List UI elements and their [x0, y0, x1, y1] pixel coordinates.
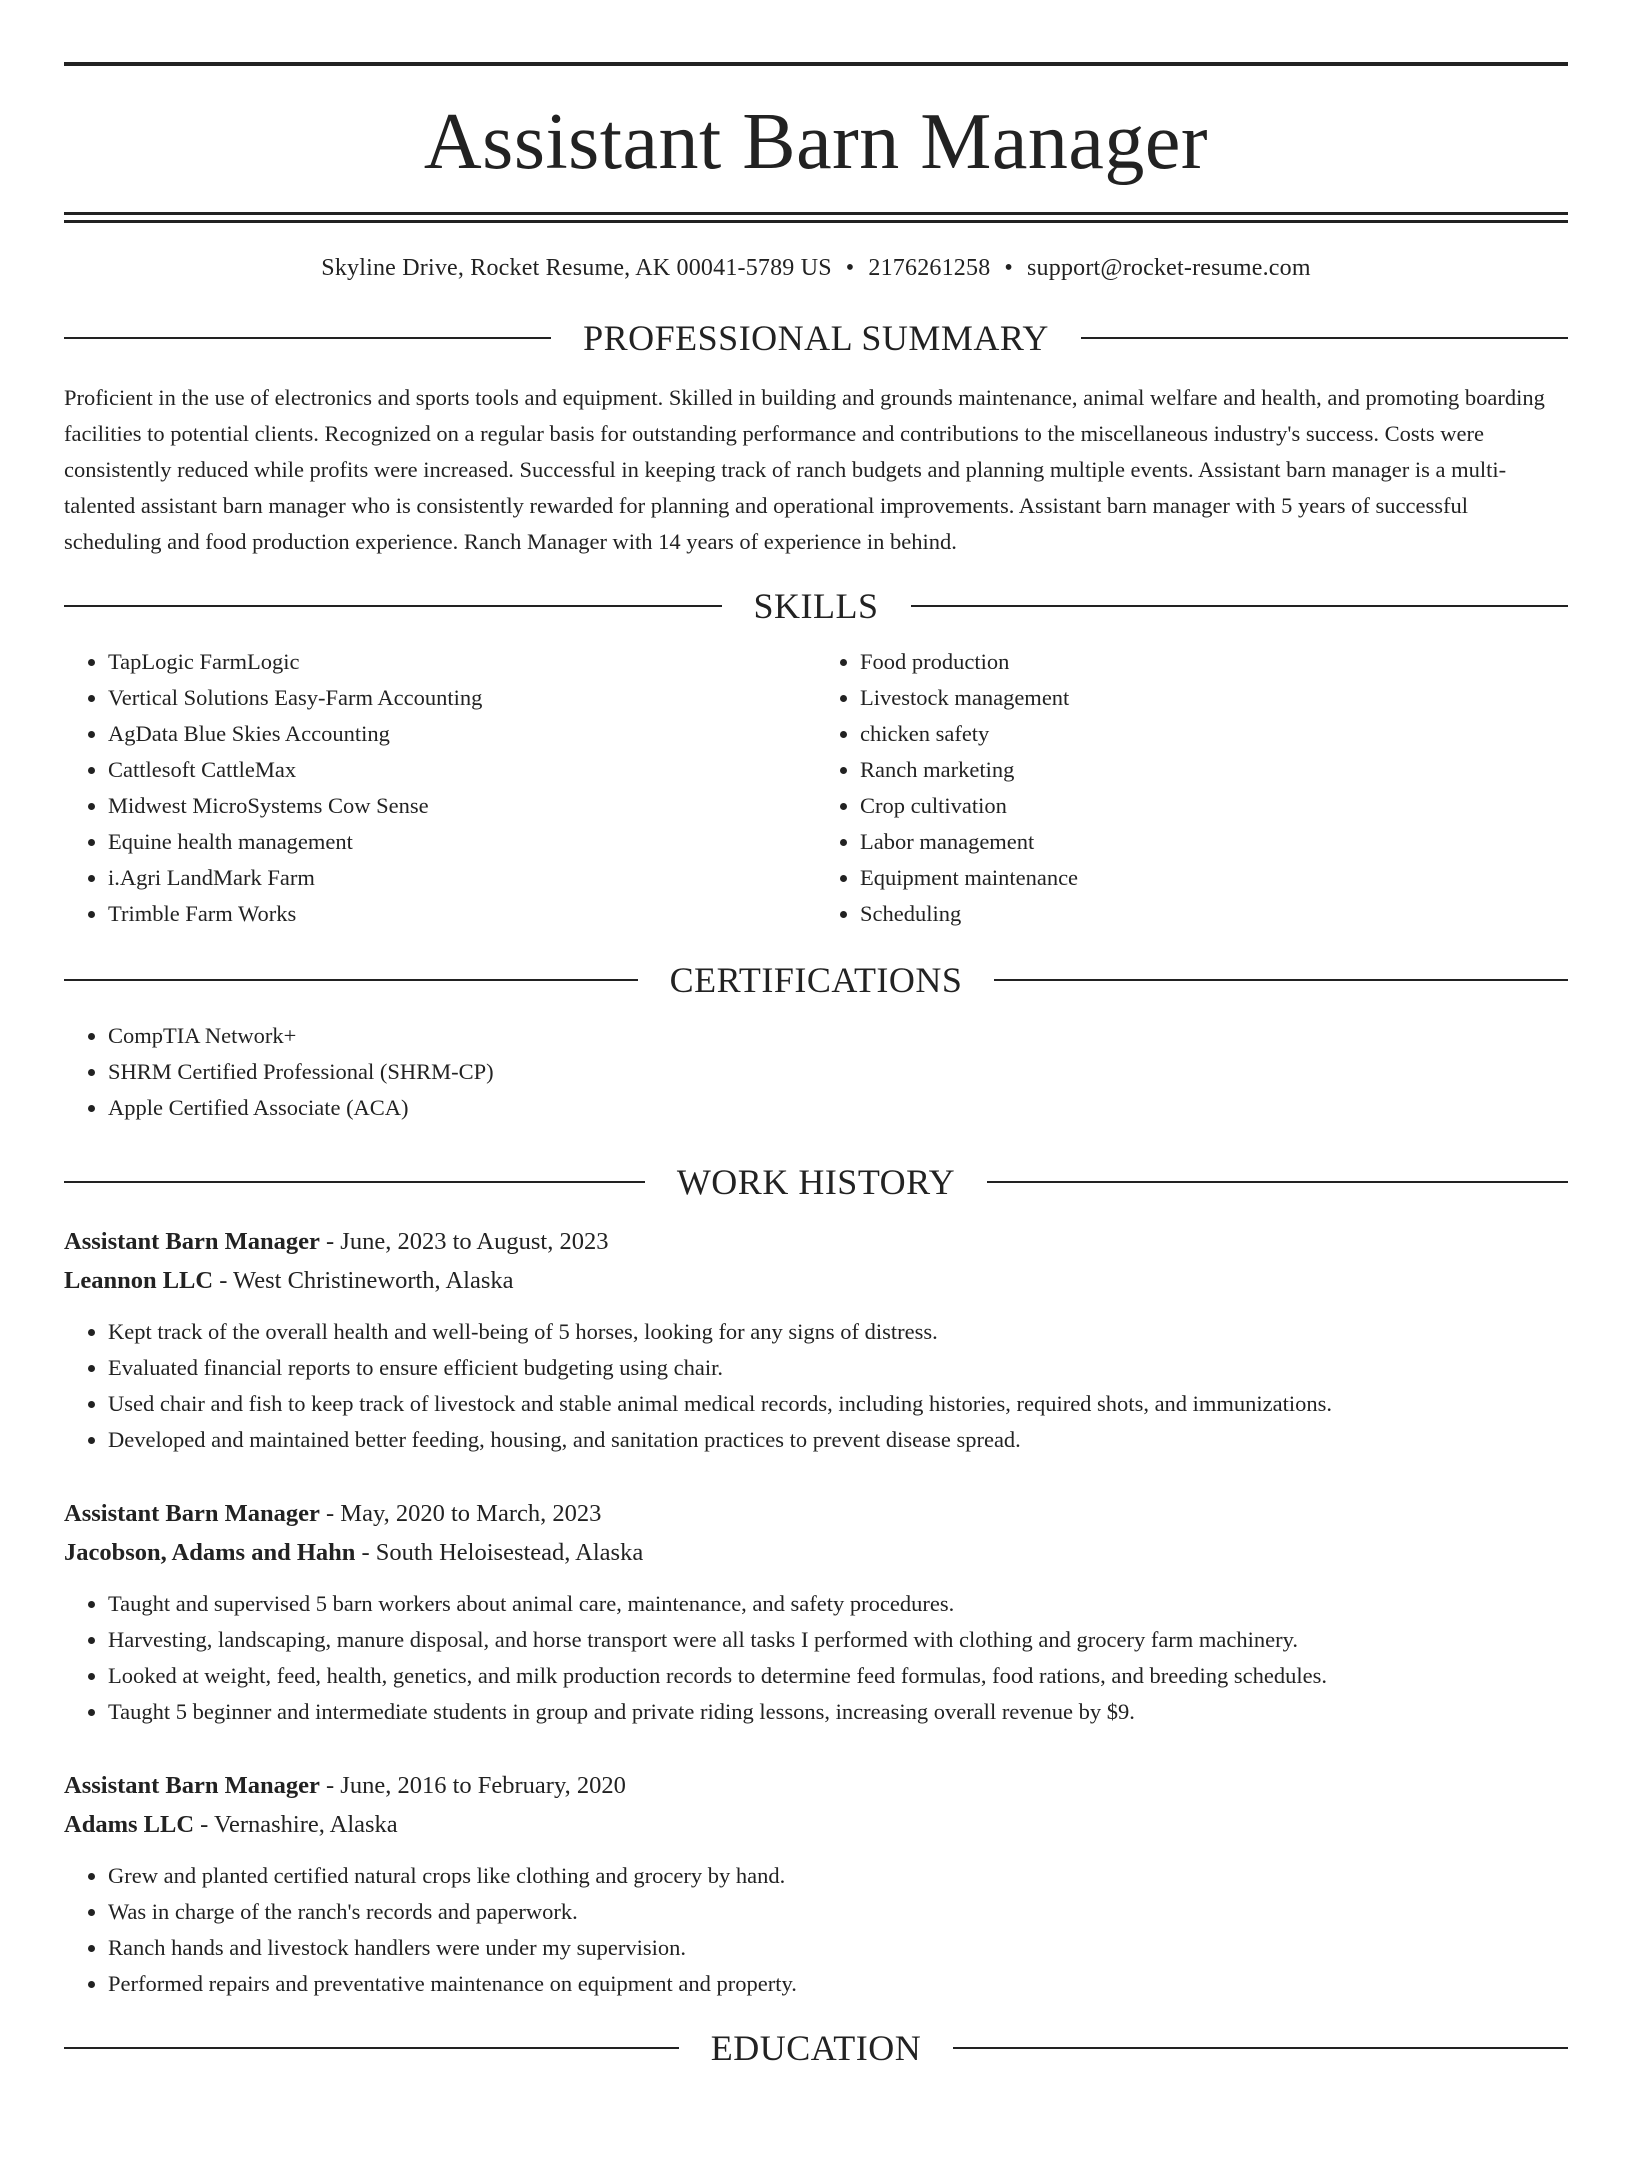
job-location: - West Christineworth, Alaska [213, 1267, 514, 1294]
job-company: Adams LLC [64, 1811, 195, 1838]
section-divider [953, 2047, 1568, 2049]
job-title: Assistant Barn Manager [64, 1500, 320, 1527]
contact-address: Skyline Drive, Rocket Resume, AK 00041-5789 US [321, 255, 832, 281]
resume-page [0, 62, 1632, 2174]
section-title: PROFESSIONAL SUMMARY [583, 318, 1049, 358]
section-heading-summary [64, 320, 1568, 356]
job-entry [64, 1222, 1568, 1458]
skill-item: • Equipment maintenance [860, 860, 1568, 896]
job-company: Leannon LLC [64, 1267, 214, 1294]
skill-item: • Equine health management [108, 824, 816, 860]
job-bullets [64, 1314, 1568, 1458]
header-top-rule [64, 62, 1568, 66]
job-bullet: • Looked at weight, feed, health, genetics, and milk production records to determine feed formulas, food rations, and breeding schedules. [108, 1658, 1568, 1694]
contact-separator: • [1004, 255, 1014, 281]
section-title: SKILLS [753, 586, 879, 626]
job-bullet: • Grew and planted certified natural crops like clothing and grocery by hand. [108, 1858, 1568, 1894]
job-bullets [64, 1586, 1568, 1730]
skill-item: • chicken safety [860, 716, 1568, 752]
job-location: - Vernashire, Alaska [194, 1811, 398, 1838]
section-divider [64, 2047, 679, 2049]
section-title: WORK HISTORY [676, 1162, 956, 1202]
section-divider [64, 605, 722, 607]
contact-separator: • [845, 255, 855, 281]
job-dates: - May, 2020 to March, 2023 [319, 1500, 602, 1527]
skill-item: • i.Agri LandMark Farm [108, 860, 816, 896]
section-title: EDUCATION [710, 2028, 922, 2068]
skill-item: • Scheduling [860, 896, 1568, 932]
section-heading-work-history [64, 1164, 1568, 1200]
contact-line [64, 255, 1568, 282]
skill-item: • Labor management [860, 824, 1568, 860]
skills-columns [64, 644, 1568, 932]
job-bullet: • Taught and supervised 5 barn workers about animal care, maintenance, and safety procedures. [108, 1586, 1568, 1622]
skill-item: • AgData Blue Skies Accounting [108, 716, 816, 752]
job-bullet: • Taught 5 beginner and intermediate students in group and private riding lessons, increasing overall revenue by $9. [108, 1694, 1568, 1730]
job-title-line [64, 1494, 1568, 1533]
job-bullet: • Performed repairs and preventative maintenance on equipment and property. [108, 1966, 1568, 2002]
job-company-line [64, 1261, 1568, 1300]
summary-text: Proficient in the use of electronics and sports tools and equipment. Skilled in building and grounds maintenance, animal welfare and health, and promoting boarding facilities to potential clients. Recognized on a regular basis for outstanding performance and contributions to the miscellaneous industry's success. Costs were consistently reduced while profits were increased. Successful in keeping track of ranch budgets and planning multiple events. Assistant barn manager is a multi-talented assistant barn manager who is consistently rewarded for planning and operational improvements. Assistant barn manager with 5 years of successful scheduling and food production experience. Ranch Manager with 14 years of experience in behind. [64, 385, 1545, 554]
skill-item: • Livestock management [860, 680, 1568, 716]
job-location: - South Heloisestead, Alaska [355, 1539, 644, 1566]
section-heading-certifications [64, 962, 1568, 998]
job-bullet: • Harvesting, landscaping, manure disposal, and horse transport were all tasks I performed with clothing and grocery farm machinery. [108, 1622, 1568, 1658]
contact-email[interactable]: support@rocket-resume.com [1027, 255, 1311, 281]
job-title: Assistant Barn Manager [64, 1228, 320, 1255]
skill-item: • Food production [860, 644, 1568, 680]
section-title: CERTIFICATIONS [669, 960, 963, 1000]
section-divider [64, 1181, 645, 1183]
section-heading-education [64, 2030, 1568, 2066]
certification-item: • Apple Certified Associate (ACA) [108, 1090, 1568, 1126]
skill-item: • Ranch marketing [860, 752, 1568, 788]
skills-list-right [816, 644, 1568, 932]
certifications-list [64, 1018, 1568, 1126]
skill-item: • Vertical Solutions Easy-Farm Accounting [108, 680, 816, 716]
job-title-line [64, 1222, 1568, 1261]
section-divider [987, 1181, 1568, 1183]
job-entry [64, 1766, 1568, 2002]
job-bullet: • Evaluated financial reports to ensure efficient budgeting using chair. [108, 1350, 1568, 1386]
header-double-rule [64, 212, 1568, 223]
skill-item: • Trimble Farm Works [108, 896, 816, 932]
job-company-line [64, 1805, 1568, 1844]
section-divider [911, 605, 1569, 607]
job-title: Assistant Barn Manager [64, 1772, 320, 1799]
contact-phone: 2176261258 [868, 255, 991, 281]
job-bullet: • Was in charge of the ranch's records and paperwork. [108, 1894, 1568, 1930]
job-bullets [64, 1858, 1568, 2002]
section-divider [994, 979, 1568, 981]
skill-item: • Midwest MicroSystems Cow Sense [108, 788, 816, 824]
job-dates: - June, 2016 to February, 2020 [319, 1772, 626, 1799]
job-entry [64, 1494, 1568, 1730]
certification-item: • SHRM Certified Professional (SHRM-CP) [108, 1054, 1568, 1090]
job-company-line [64, 1533, 1568, 1572]
section-divider [64, 337, 551, 339]
job-bullet: • Kept track of the overall health and well-being of 5 horses, looking for any signs of distress. [108, 1314, 1568, 1350]
job-bullet: • Ranch hands and livestock handlers were under my supervision. [108, 1930, 1568, 1966]
skill-item: • TapLogic FarmLogic [108, 644, 816, 680]
job-title-line [64, 1766, 1568, 1805]
section-divider [64, 979, 638, 981]
section-divider [1081, 337, 1568, 339]
skills-list-left [64, 644, 816, 932]
skill-item: • Cattlesoft CattleMax [108, 752, 816, 788]
skill-item: • Crop cultivation [860, 788, 1568, 824]
job-bullet: • Used chair and fish to keep track of livestock and stable animal medical records, including histories, required shots, and immunizations. [108, 1386, 1568, 1422]
job-bullet: • Developed and maintained better feeding, housing, and sanitation practices to prevent disease spread. [108, 1422, 1568, 1458]
job-company: Jacobson, Adams and Hahn [64, 1539, 356, 1566]
job-dates: - June, 2023 to August, 2023 [319, 1228, 609, 1255]
certification-item: • CompTIA Network+ [108, 1018, 1568, 1054]
resume-name: Assistant Barn Manager [423, 98, 1209, 186]
section-heading-skills [64, 588, 1568, 624]
